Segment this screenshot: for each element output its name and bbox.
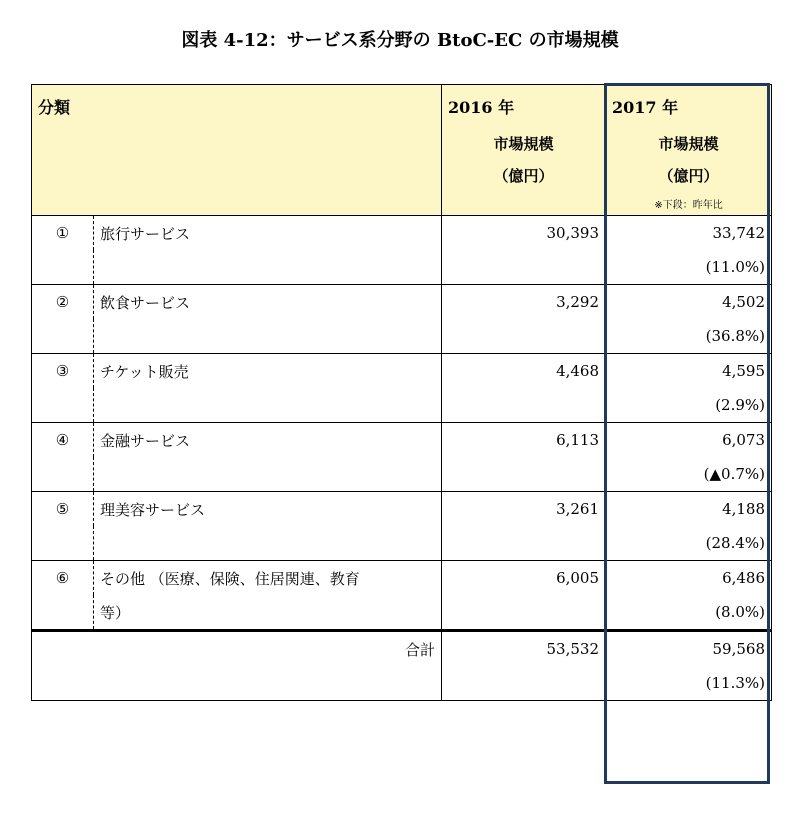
- table-row: [32, 250, 772, 285]
- value-2016: 6,113: [442, 423, 606, 458]
- row-label: 旅行サービス: [94, 216, 442, 251]
- value-2016-blank: [442, 388, 606, 423]
- table-row: [32, 492, 772, 527]
- value-2016: 4,468: [442, 354, 606, 389]
- total-row-cont: [32, 666, 772, 701]
- row-number: ②: [32, 285, 94, 354]
- total-2017: 59,568: [606, 631, 772, 667]
- header-blank: [442, 191, 606, 216]
- row-number: ③: [32, 354, 94, 423]
- ratio-2017: (2.9%): [606, 388, 772, 423]
- total-2016-blank: [442, 666, 606, 701]
- value-2017: 33,742: [606, 216, 772, 251]
- table-row: [32, 526, 772, 561]
- row-number: ⑥: [32, 561, 94, 631]
- row-number: ④: [32, 423, 94, 492]
- value-2017: 6,486: [606, 561, 772, 596]
- value-2016-blank: [442, 319, 606, 354]
- value-2016-blank: [442, 526, 606, 561]
- header-note: ※下段：昨年比: [606, 191, 772, 216]
- header-year-2017: 2017 年: [606, 85, 772, 128]
- value-2016: 3,261: [442, 492, 606, 527]
- total-ratio: (11.3%): [606, 666, 772, 701]
- total-blank: [32, 666, 442, 701]
- ratio-2017: (36.8%): [606, 319, 772, 354]
- value-2016-blank: [442, 250, 606, 285]
- value-2017: 4,502: [606, 285, 772, 320]
- market-size-table: [31, 84, 772, 701]
- value-2016: 6,005: [442, 561, 606, 596]
- row-number: ①: [32, 216, 94, 285]
- header-unit-2016: （億円）: [442, 159, 606, 191]
- table-row: [32, 354, 772, 389]
- header-market-size-2017: 市場規模: [606, 127, 772, 159]
- header-blank: [32, 191, 442, 216]
- total-row: [32, 631, 772, 667]
- ratio-2017: (▲0.7%): [606, 457, 772, 492]
- ratio-2017: (8.0%): [606, 595, 772, 631]
- row-label: 金融サービス: [94, 423, 442, 458]
- row-label-cont: [94, 250, 442, 285]
- header-unit-2017: （億円）: [606, 159, 772, 191]
- ratio-2017: (11.0%): [606, 250, 772, 285]
- ratio-2017: (28.4%): [606, 526, 772, 561]
- table-row: [32, 285, 772, 320]
- row-label-cont: [94, 388, 442, 423]
- row-label-cont: 等）: [94, 595, 442, 631]
- row-number: ⑤: [32, 492, 94, 561]
- total-label: 合計: [32, 631, 442, 667]
- value-2017: 4,188: [606, 492, 772, 527]
- table-row: [32, 319, 772, 354]
- table-row: [32, 388, 772, 423]
- row-label: その他 （医療、保険、住居関連、教育: [94, 561, 442, 596]
- header-blank: [32, 127, 442, 159]
- row-label: 理美容サービス: [94, 492, 442, 527]
- header-category: 分類: [32, 85, 442, 128]
- table-row: [32, 595, 772, 631]
- value-2017: 6,073: [606, 423, 772, 458]
- table-row: [32, 423, 772, 458]
- row-label: 飲食サービス: [94, 285, 442, 320]
- value-2016: 30,393: [442, 216, 606, 251]
- table-row: [32, 561, 772, 596]
- row-label-cont: [94, 457, 442, 492]
- value-2017: 4,595: [606, 354, 772, 389]
- row-label: チケット販売: [94, 354, 442, 389]
- row-label-cont: [94, 526, 442, 561]
- table-row: [32, 216, 772, 251]
- header-year-2016: 2016 年: [442, 85, 606, 128]
- page-title: 図表 4-12：サービス系分野の BtoC-EC の市場規模: [181, 30, 619, 51]
- value-2016-blank: [442, 457, 606, 492]
- header-blank: [32, 159, 442, 191]
- table-row: [32, 457, 772, 492]
- total-2016: 53,532: [442, 631, 606, 667]
- header-market-size-2016: 市場規模: [442, 127, 606, 159]
- value-2016: 3,292: [442, 285, 606, 320]
- value-2016-blank: [442, 595, 606, 631]
- row-label-cont: [94, 319, 442, 354]
